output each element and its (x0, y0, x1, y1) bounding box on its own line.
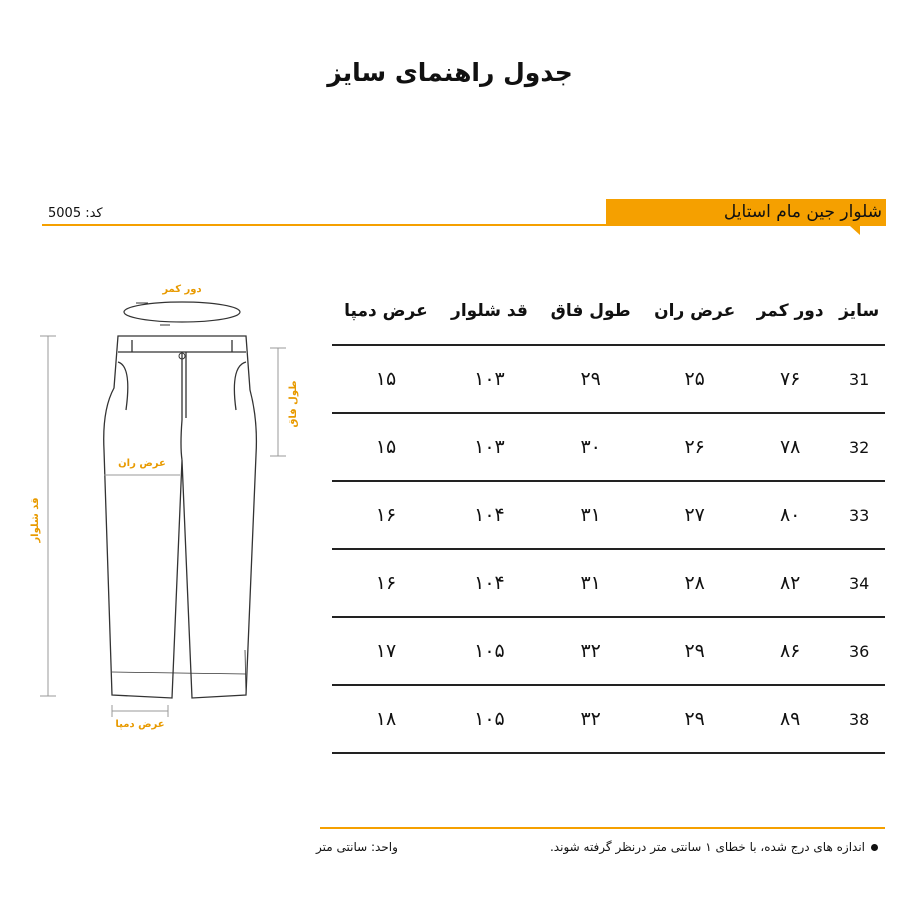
header-divider (42, 224, 882, 226)
table-row (332, 345, 885, 413)
cell-waist: ۷۶ (747, 345, 833, 413)
cell-size: 38 (833, 685, 885, 753)
cell-waist: ۸۶ (747, 617, 833, 685)
page-title: جدول راهنمای سایز (327, 58, 573, 87)
cell-size: 34 (833, 549, 885, 617)
cell-hem: ۱۵ (332, 413, 440, 481)
cell-rise: ۳۱ (539, 481, 642, 549)
cell-size: 33 (833, 481, 885, 549)
cell-hem: ۱۶ (332, 481, 440, 549)
cell-length: ۱۰۳ (440, 413, 539, 481)
pants-outline (104, 336, 257, 698)
bullet-icon (871, 844, 878, 851)
footer-divider (320, 827, 885, 829)
cell-hem: ۱۶ (332, 549, 440, 617)
waist-ellipse (124, 302, 240, 322)
size-table (332, 278, 885, 754)
pants-diagram (20, 270, 310, 740)
hem-label: عرض دمپا (115, 719, 165, 730)
tolerance-note (550, 840, 878, 854)
cell-size: 31 (833, 345, 885, 413)
product-banner-tab (850, 226, 860, 235)
header-length: قد شلوار (440, 278, 539, 345)
cell-size: 36 (833, 617, 885, 685)
cell-length: ۱۰۴ (440, 549, 539, 617)
cell-length: ۱۰۳ (440, 345, 539, 413)
cell-rise: ۳۲ (539, 617, 642, 685)
waist-label: دور کمر (162, 284, 202, 295)
table-row (332, 481, 885, 549)
cell-length: ۱۰۵ (440, 617, 539, 685)
cell-waist: ۸۹ (747, 685, 833, 753)
cell-thigh: ۲۷ (642, 481, 747, 549)
header-size: سایز (833, 278, 885, 345)
rise-label: طول فاق (288, 380, 299, 428)
cell-rise: ۳۰ (539, 413, 642, 481)
length-label: قد شلوار (30, 497, 41, 543)
cell-thigh: ۲۵ (642, 345, 747, 413)
cell-length: ۱۰۵ (440, 685, 539, 753)
cell-rise: ۲۹ (539, 345, 642, 413)
cell-hem: ۱۸ (332, 685, 440, 753)
table-header-row (332, 278, 885, 345)
cell-thigh: ۲۶ (642, 413, 747, 481)
table-row (332, 549, 885, 617)
tolerance-note-text: اندازه های درج شده، با خطای ۱ سانتی متر درنظر گرفته شوند. (549, 840, 865, 854)
table-row (332, 413, 885, 481)
product-code: کد: 5005 (48, 206, 103, 221)
cell-size: 32 (833, 413, 885, 481)
cell-length: ۱۰۴ (440, 481, 539, 549)
header-thigh: عرض ران (642, 278, 747, 345)
cell-thigh: ۲۸ (642, 549, 747, 617)
cell-rise: ۳۲ (539, 685, 642, 753)
header-hem: عرض دمپا (332, 278, 440, 345)
cell-thigh: ۲۹ (642, 617, 747, 685)
cell-waist: ۸۰ (747, 481, 833, 549)
table-row (332, 617, 885, 685)
thigh-label: عرض ران (118, 458, 166, 469)
cell-rise: ۳۱ (539, 549, 642, 617)
cell-hem: ۱۵ (332, 345, 440, 413)
header-waist: دور کمر (747, 278, 833, 345)
product-name: شلوار جین مام استایل (723, 202, 882, 222)
cell-thigh: ۲۹ (642, 685, 747, 753)
header-rise: طول فاق (539, 278, 642, 345)
unit-note: واحد: سانتی متر (316, 840, 398, 854)
table-row (332, 685, 885, 753)
cell-waist: ۸۲ (747, 549, 833, 617)
cell-hem: ۱۷ (332, 617, 440, 685)
cell-waist: ۷۸ (747, 413, 833, 481)
